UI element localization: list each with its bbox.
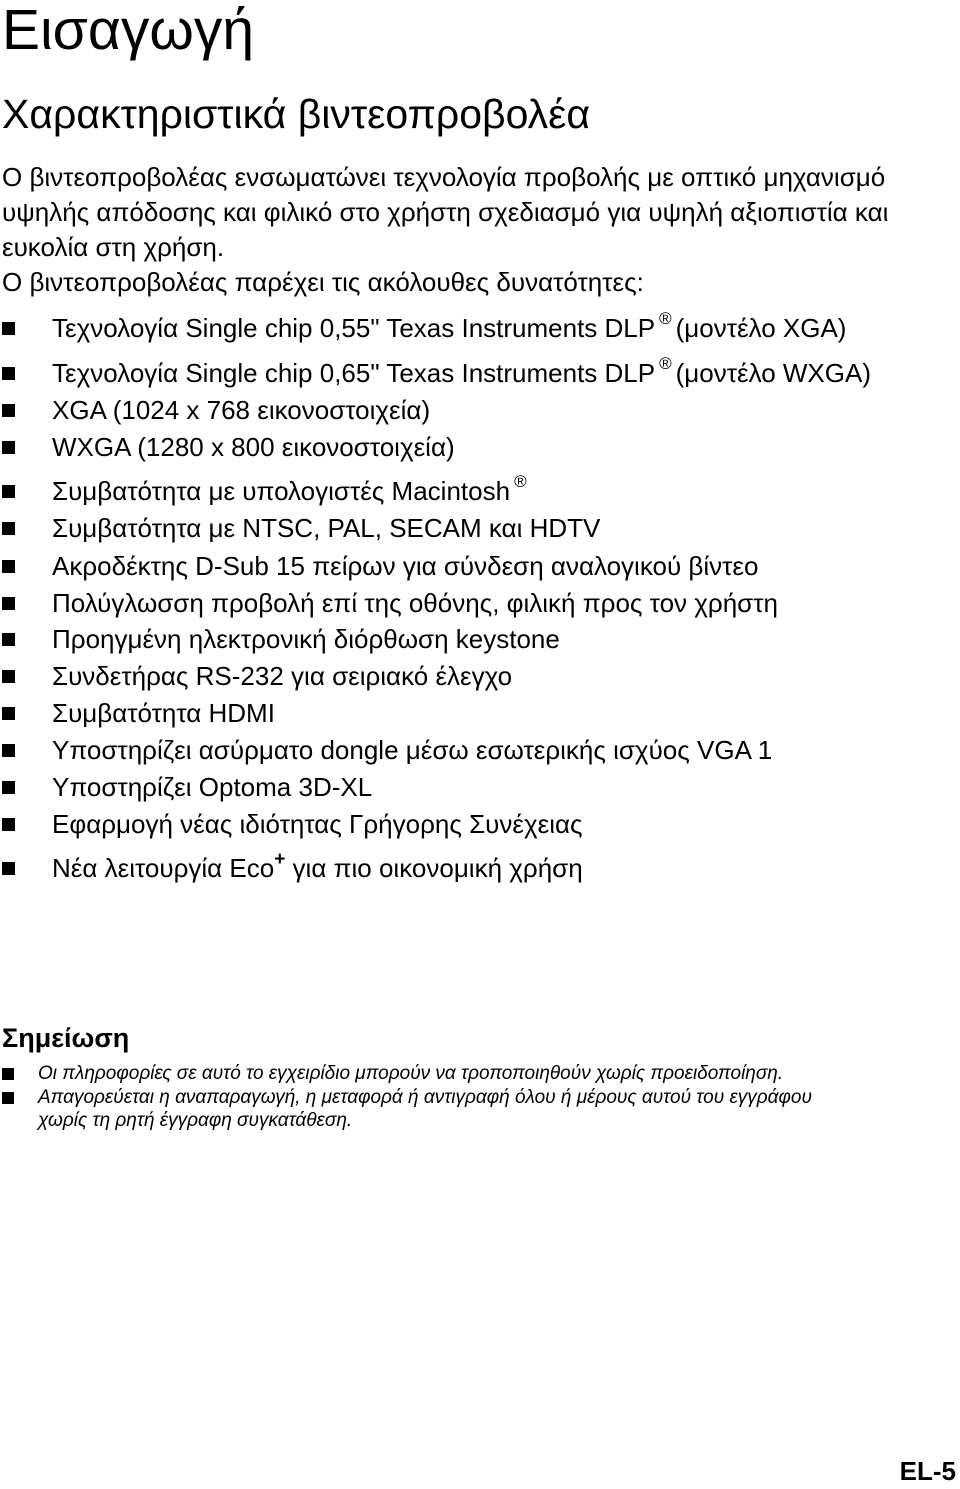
intro-paragraph: Ο βιντεοπροβολέας ενσωματώνει τεχνολογία προβολής με οπτικό μηχανισμό υψηλής απόδοσης και φιλικό στο χρήστη σχεδιασμό για υψηλή αξιοπιστία και ευκολία στη χρήση.: [2, 162, 889, 262]
square-bullet-icon: [2, 597, 15, 610]
square-bullet-icon: [2, 818, 15, 831]
intro-text: [2, 160, 952, 300]
page-title: Εισαγωγή: [2, 0, 255, 62]
feature-text: Νέα λειτουργία Eco+ για πιο οικονομική χρήση: [52, 849, 583, 883]
square-bullet-icon: [2, 404, 15, 417]
square-bullet-icon: [2, 1068, 14, 1080]
intro-paragraph-capabilities: Ο βιντεοπροβολέας παρέχει τις ακόλουθες δυνατότητες:: [2, 267, 644, 297]
square-bullet-icon: [2, 633, 15, 646]
note-text: Οι πληροφορίες σε αυτό το εγχειρίδιο μπορούν να τροποποιηθούν χωρίς προειδοποίηση.: [38, 1063, 784, 1084]
feature-text: Συνδετήρας RS-232 για σειριακό έλεγχο: [52, 661, 513, 691]
superscript-plus: +: [274, 849, 286, 870]
feature-text: Εφαρμογή νέας ιδιότητας Γρήγορης Συνέχειας: [52, 809, 583, 839]
note-text: Απαγορεύεται η αναπαραγωγή, η μεταφορά ή αντιγραφή όλου ή μέρους αυτού του εγγράφου χωρίς τη ρητή έγγραφη συγκατάθεση.: [38, 1087, 812, 1131]
square-bullet-icon: [2, 322, 15, 335]
square-bullet-icon: [2, 670, 15, 683]
feature-text: XGA (1024 x 768 εικονοστοιχεία): [52, 395, 431, 425]
square-bullet-icon: [2, 781, 15, 794]
square-bullet-icon: [2, 560, 15, 573]
feature-text: Προηγμένη ηλεκτρονική διόρθωση keystone: [52, 624, 560, 654]
note-title: Σημείωση: [2, 1023, 130, 1053]
feature-text: Πολύγλωσση προβολή επί της οθόνης, φιλική προς τον χρήστη: [52, 588, 778, 618]
square-bullet-icon: [2, 862, 15, 875]
feature-text: Τεχνολογία Single chip 0,65" Texas Instruments DLP ® (μοντέλο WXGA): [52, 354, 871, 388]
feature-text: Συμβατότητα με υπολογιστές Macintosh ®: [52, 472, 527, 506]
page-number: EL-5: [899, 1456, 956, 1486]
square-bullet-icon: [2, 522, 15, 535]
section-title: Χαρακτηριστικά βιντεοπροβολέα: [2, 91, 591, 137]
square-bullet-icon: [2, 441, 15, 454]
feature-text: Τεχνολογία Single chip 0,55" Texas Instruments DLP ® (μοντέλο XGA): [52, 309, 847, 343]
feature-text: Συμβατότητα HDMI: [52, 698, 275, 728]
square-bullet-icon: [2, 367, 15, 380]
square-bullet-icon: [2, 1092, 14, 1104]
feature-text: WXGA (1280 x 800 εικονοστοιχεία): [52, 432, 455, 462]
feature-text: Υποστηρίζει Optoma 3D-XL: [52, 772, 373, 802]
square-bullet-icon: [2, 744, 15, 757]
feature-text: Συμβατότητα με NTSC, PAL, SECAM και HDTV: [52, 513, 601, 543]
registered-mark: ®: [659, 309, 672, 328]
square-bullet-icon: [2, 707, 15, 720]
registered-mark: ®: [514, 472, 527, 491]
square-bullet-icon: [2, 485, 15, 498]
feature-text: Ακροδέκτης D-Sub 15 πείρων για σύνδεση αναλογικού βίντεο: [52, 551, 759, 581]
registered-mark: ®: [659, 354, 672, 373]
feature-text: Υποστηρίζει ασύρματο dongle μέσω εσωτερικής ισχύος VGA 1: [52, 735, 773, 765]
